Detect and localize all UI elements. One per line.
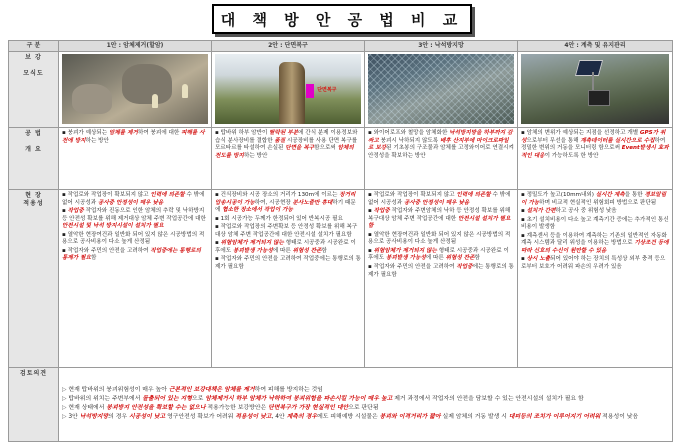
plain-text: 열악한 현장여건과 일반화 되어 있지 않은 시공방법의 적용으로 공사비용이 다소 높게 산정됨 [62, 231, 205, 246]
plain-text: 영구안전성 확보가 어려워 [165, 413, 236, 420]
emphasis-text: 대피등의 조치가 이루어지기 어려워 [508, 413, 601, 420]
list-item [62, 232, 208, 247]
emphasis-text: 인력에 의존할 [456, 192, 491, 199]
list-item [368, 232, 514, 247]
rock-removal-photo [62, 54, 208, 124]
review-item [62, 414, 669, 422]
photo-cell-2 [212, 52, 365, 128]
list-item [368, 208, 514, 231]
review-item [62, 387, 669, 395]
bullet-icon: ▪ [521, 232, 527, 239]
emphasis-text: 암체의 전도를 방지 [215, 145, 354, 159]
emphasis-text: 위험성 잔존 [445, 255, 475, 262]
plain-text: 하기 때문에 [215, 199, 356, 214]
plain-text: 작업로와 작업장이 확보되지 않고 [373, 192, 457, 199]
plain-text: 와이어로프와 철망을 암체화한 [373, 130, 450, 137]
emphasis-text: 위험암체가 제거되지 않는 [373, 247, 437, 254]
plain-text: 현재 상태에서 [68, 404, 107, 411]
triangle-icon: ▷ [62, 413, 69, 420]
emphasis-text: 붕괴발생 가능성 [386, 255, 426, 262]
plain-text: 형태로 시공중과 시공완료 이후에도 [368, 247, 509, 262]
photo-cell-3 [365, 52, 518, 128]
bullet-icon: ▪ [62, 208, 68, 215]
bullet-icon: ▪ [521, 216, 527, 223]
plain-text: 하는 방안 [243, 152, 268, 159]
row-label-photo: 보 강 모식도 [23, 54, 44, 78]
plain-text: 작업자와 진동으로 인한 암체의 추락 및 낙하방지 등 안전성 확보를 위해 제거대상 암체 주변 작업공간에 대한 [62, 208, 206, 222]
plain-text: 으로 [191, 395, 206, 402]
plain-text: 되어 있어야 하는 장치의 특성상 외부 충격 등으로부터 보호가 어려워 파손의 우려가 있음 [521, 256, 666, 271]
bullet-icon: ▪ [62, 130, 68, 137]
bullet-icon: ▪ [215, 130, 221, 137]
emphasis-text: 경보알림이 가능 [521, 192, 667, 206]
bullet-icon: ▪ [368, 130, 374, 137]
emphasis-text: 설치가 간편 [526, 208, 556, 215]
emphasis-text: GPS가 위성 [521, 130, 666, 144]
plain-text: 형태로 시공중과 시공완료 이후에도 [215, 240, 356, 254]
plain-text: 에 따른 [425, 255, 446, 262]
list-item [62, 192, 208, 207]
comparison-table [8, 40, 673, 442]
list-item [62, 208, 208, 231]
overview-cell-3 [365, 128, 518, 190]
plain-text: 함으로써 [314, 145, 338, 152]
emphasis-text: 상시 노출 [526, 256, 551, 263]
review-item [62, 396, 669, 404]
page-title: 대 책 방 안 공 법 비 교 [220, 10, 464, 29]
list-item [521, 256, 669, 271]
overview-text-2 [215, 130, 361, 160]
bullet-icon: ▪ [521, 256, 527, 263]
bullet-icon: ▪ [521, 208, 527, 215]
plain-text: 하여 붕괴에 대한 [137, 130, 182, 137]
emphasis-text: Event발생시 효과적인 대응 [521, 145, 669, 159]
emphasis-text: 작업중 [67, 208, 84, 215]
applicability-cell-1 [59, 190, 212, 368]
plain-text: 함 [90, 255, 97, 262]
bullet-icon: ▪ [521, 192, 527, 199]
emphasis-text: 작업중 [373, 208, 390, 215]
plain-text: 탑바위의 위치는 주변부에서 [68, 395, 143, 402]
bullet-icon: ▪ [62, 247, 68, 254]
photo-cell-1 [59, 52, 212, 128]
emphasis-text: 위험성 잔존 [292, 247, 322, 254]
category-header: 구 분 [9, 41, 59, 52]
bullet-icon: ▪ [368, 231, 374, 238]
column-header-4: 4안 : 계측 및 유지관리 [518, 41, 673, 52]
emphasis-text: 계측의 경우 [286, 413, 318, 420]
emphasis-text: 낙석방지망을 하부까지 감싸고 [368, 130, 513, 144]
overview-text-4 [521, 130, 669, 160]
plain-text: 적용가능한 보강방안은 [205, 404, 269, 411]
bullet-icon: ▪ [215, 240, 221, 247]
plain-text: 하는 방안 [85, 137, 109, 144]
emphasis-text: 붕괴방지 안전성을 확보할 수는 없으나 [106, 404, 206, 411]
photo-label-restoration: 단면복구 [317, 87, 337, 94]
plain-text: 하고 공사 중 위험성 낮음 [555, 208, 617, 215]
row-header-review [9, 368, 59, 442]
plain-text: , 4안 [271, 413, 287, 420]
plain-text: 제거 과정에서 작업자의 안전을 담보할 수 있는 안전시설의 설치가 필요 함 [392, 395, 584, 402]
emphasis-text: 계측데이터를 실시간으로 수집 [580, 137, 655, 144]
plain-text: 하여 정밀한 변위의 거동을 모니터링 함으로써 [521, 137, 666, 152]
row-label-overview: 공 법 개 요 [25, 130, 42, 154]
emphasis-text: 단면복구가 가장 현실적인 대안 [268, 404, 349, 411]
emphasis-text: 분사노즐만 휴대 [292, 199, 333, 206]
plain-text: 계측센서 등을 이용하여 계측하는 기존의 일반적인 자동화계측 시스템과 달리 위성을 이용하는 방법으로 [521, 232, 667, 247]
list-item [521, 192, 669, 207]
plain-text: 의 경우 [108, 413, 129, 420]
emphasis-text: 장거리 압송시공이 가능 [215, 192, 356, 206]
emphasis-text: 기상조건 등에 따라 신호의 수신이 원만할 수 있음 [521, 240, 669, 254]
bullet-icon: ▪ [368, 208, 374, 215]
bullet-icon: ▪ [215, 256, 221, 263]
page-title-box [212, 4, 472, 34]
emphasis-text: 돌출되어 있는 지형 [142, 395, 192, 402]
emphasis-text: 안전시설 및 낙석 방지시설이 설치가 필요 [62, 223, 164, 230]
plain-text: 에 따른 [272, 247, 293, 254]
plain-text: 적용성이 낮음 [600, 413, 639, 420]
photo-cell-4 [518, 52, 673, 128]
emphasis-text: 인력에 의존할 [150, 192, 185, 199]
emphasis-text: 작업중에는 통행로의 통제가 필요 [62, 247, 201, 262]
applicability-cell-3 [365, 190, 518, 368]
row-header-overview [9, 128, 59, 190]
column-header-1: 1안 : 암체제거(할암) [59, 41, 212, 52]
emphasis-text: 공사중 안정성이 매우 낮음 [403, 199, 470, 206]
plain-text: 붕괴가 예상되는 [67, 130, 109, 137]
list-item [62, 248, 208, 263]
triangle-icon: ▷ [62, 386, 69, 393]
applicability-cell-2 [212, 190, 365, 368]
emphasis-text: 배후 산지부에 마이크로파일로 보강 [368, 137, 509, 152]
plain-text: 하여, 시공현장 [254, 199, 293, 206]
plain-text: 실제 암체의 거동 발생 시 [440, 413, 509, 420]
plain-text: 수 밖에 없어 시공성과 [62, 192, 205, 206]
emphasis-text: 위험암체가 제거되지 않는 [220, 240, 284, 247]
bullet-icon: ▪ [521, 130, 527, 137]
emphasis-text: 안전시설 설치가 필요함 [368, 215, 511, 230]
emphasis-text: 공사중 안정성이 매우 낮음 [97, 199, 164, 206]
plain-text: 작업자와 주민의 안전을 고려하여 작업중에는 통행로의 통제가 필요함 [215, 256, 361, 271]
plain-text: 을 통한 [624, 192, 645, 199]
plain-text: 하여 피해를 방지하는 것임 [254, 386, 323, 393]
bullet-icon: ▪ [215, 224, 221, 231]
bullet-icon: ▪ [215, 215, 221, 222]
row-label-review: 검토의견 [19, 370, 48, 378]
plain-text: 이 가능하도록 한 방안 [544, 152, 599, 159]
row-header-photo [9, 52, 59, 128]
plain-text: 시공장비를 사용 단면 복구를 모르타르를 타설하여 손실된 [215, 137, 358, 152]
list-item [215, 224, 361, 239]
plain-text: 에 간식 분제 이용정보와 습식 분사장비를 결합한 [215, 130, 358, 144]
emphasis-text: 붕괴와 이격거리가 짧아 [379, 413, 441, 420]
emphasis-text: 탈락된 부분 [269, 130, 299, 137]
plain-text: 3안 [68, 413, 80, 420]
plain-text: 된 기초봉의 구조물과 암체를 고정와이어로 연결시켜 안정성을 확보하는 방안 [368, 145, 514, 159]
overview-text-3 [368, 130, 514, 160]
emphasis-text: 암체를 제거 [108, 130, 138, 137]
applicability-cell-4 [518, 190, 673, 368]
list-item [368, 248, 514, 263]
plain-text: 초기 설치비용이 다소 높고 계측기간 증에는 추가적인 통신비용이 발생함 [521, 216, 669, 231]
list-item [215, 192, 361, 215]
monitoring-device-photo [521, 54, 669, 124]
list-item [521, 217, 669, 232]
plain-text: 작업로와 작업장이 확보되지 않고 [67, 192, 151, 199]
bullet-icon: ▪ [215, 192, 221, 199]
emphasis-text: 근본적인 보강대책은 암체를 제거 [168, 386, 255, 393]
list-item [521, 233, 669, 256]
plain-text: 1회 시공가능 두께가 한정되어 있어 반복시공 필요 [220, 215, 343, 222]
list-item [368, 192, 514, 207]
plain-text: 에도 피해예방 시설물은 [317, 413, 380, 420]
emphasis-text: 품질 [274, 137, 286, 144]
column-header-2: 2안 : 단면복구 [212, 41, 365, 52]
plain-text: 에는 통행로의 통제가 필요함 [368, 264, 514, 278]
bullet-icon: ▪ [368, 264, 374, 271]
plain-text: 작업자와 주민의 안전을 고려하여 [67, 247, 151, 254]
bullet-icon: ▪ [62, 192, 68, 199]
plain-text: 작업자와 주변암체의 낙하 등 안정성 확보를 위해 복구대상 암체 주변 작업공간에 대한 [368, 208, 511, 222]
plain-text: 붕괴시 낙하되지 않도록 [378, 137, 440, 144]
plain-text: 으로부터 무선을 통해 [526, 137, 581, 144]
emphasis-text: 시공성이 낮고 [129, 413, 166, 420]
list-item [368, 264, 514, 279]
plain-text: 하며 비교적 현실적인 위험회피 방법으로 판단됨 [539, 199, 657, 206]
overview-cell-4 [518, 128, 673, 190]
emphasis-text: 적용성이 낮고 [235, 413, 272, 420]
emphasis-text: 협소한 장소에서 작업이 가능 [222, 207, 293, 214]
plain-text: 작업로와 작업장의 주변확보 등 안정성 확보를 위해 복구대상 암체 주변 작업공간에 대한 안전시설 설치가 필요함 [215, 224, 358, 238]
rockfall-net-photo [368, 54, 514, 124]
overview-text-1 [62, 130, 208, 145]
column-header-3: 3안 : 낙석방지망 [365, 41, 518, 52]
plain-text: 현재 탑바위의 붕괴위험성이 매우 높아 [68, 386, 169, 393]
restoration-marker [306, 84, 314, 98]
review-cell [59, 368, 673, 442]
triangle-icon: ▷ [62, 395, 69, 402]
list-item [215, 216, 361, 224]
emphasis-text: 실시간 계측 [595, 192, 625, 199]
emphasis-text: 단면을 복구 [285, 145, 315, 152]
row-label-applicability: 현 장 적용성 [23, 192, 44, 208]
plain-text: 작업자와 주민의 안전을 고려하여 [373, 264, 457, 271]
bullet-icon: ▪ [368, 247, 374, 254]
triangle-icon: ▷ [62, 404, 69, 411]
emphasis-text: 피해를 사전에 방지 [62, 130, 205, 144]
emphasis-text: 작업중 [456, 264, 473, 271]
emphasis-text: 붕괴발생 가능성 [233, 247, 273, 254]
list-item [215, 240, 361, 255]
row-header-applicability [9, 190, 59, 368]
plain-text: 함 [321, 247, 327, 254]
section-restoration-photo [215, 54, 361, 124]
emphasis-text: 암체제거시 하부 암체가 낙하하여 붕괴위험을 파손시킬 가능이 매우 높고 [205, 395, 393, 402]
overview-cell-2 [212, 128, 365, 190]
plain-text: 열악한 현장여건과 일반화 되어 있지 않은 시공방법의 적용으로 공사비용이 다소 높게 산정됨 [368, 231, 511, 246]
plain-text: 으로 판단됨 [348, 404, 379, 411]
plain-text: 수 밖에 없어 시공성과 [368, 192, 511, 206]
plain-text: 함 [474, 255, 480, 262]
plain-text: 탑바위 하부 암반이 [220, 130, 270, 137]
plain-text: 암체의 변위가 예상되는 지점을 선정하고 개별 [526, 130, 640, 137]
bullet-icon: ▪ [368, 192, 374, 199]
emphasis-text: 낙석방지망 [79, 413, 109, 420]
list-item [215, 256, 361, 271]
plain-text: 건식장비와 시공 장소의 거리가 130m에 이르는 [220, 192, 340, 199]
bullet-icon: ▪ [62, 231, 68, 238]
overview-cell-1 [59, 128, 212, 190]
list-item [521, 208, 669, 216]
review-item [62, 405, 669, 413]
plain-text: 정밀도가 높고(10mm내외) [526, 192, 596, 199]
